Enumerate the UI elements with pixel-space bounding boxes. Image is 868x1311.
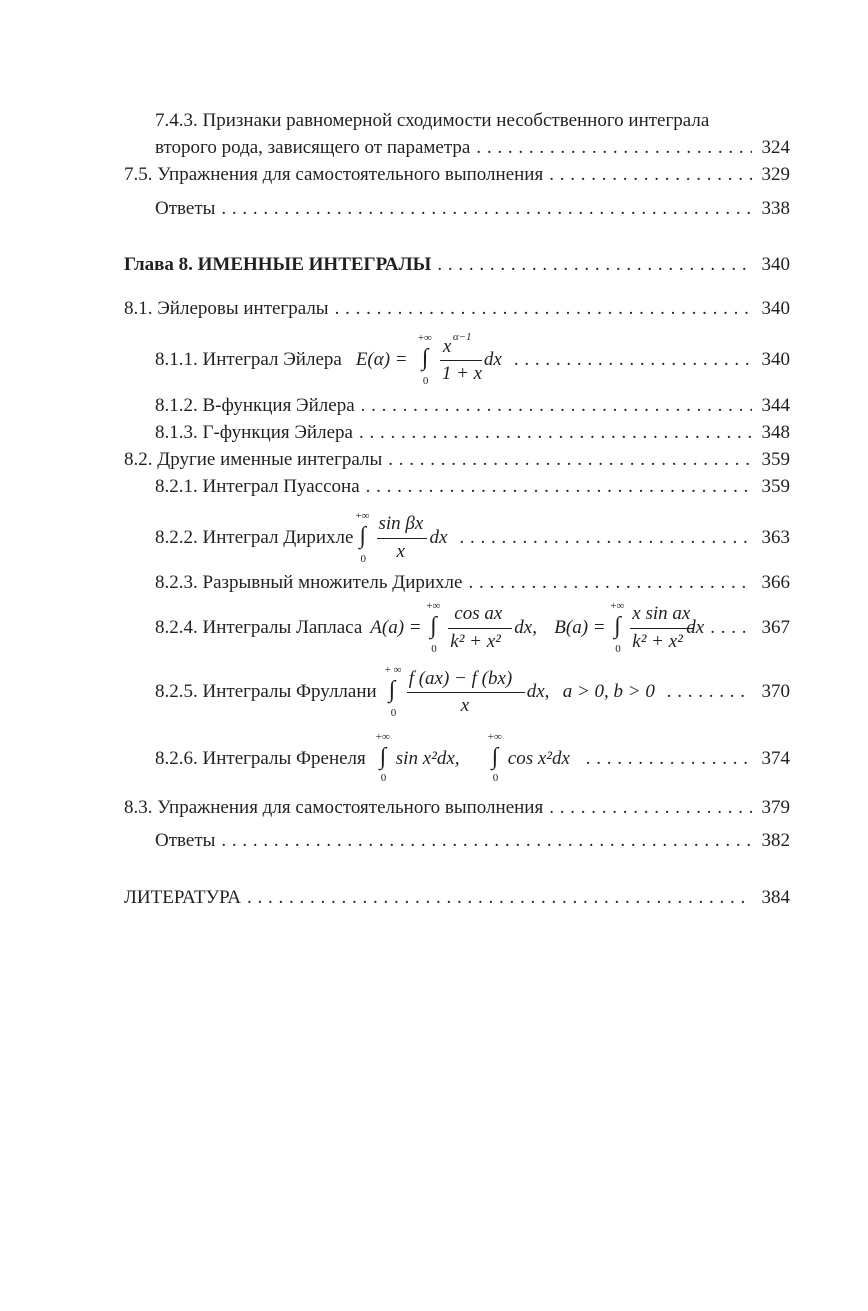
leader-dots (431, 254, 752, 276)
leader-dots (543, 164, 752, 186)
formula-lhs: B(a) = (554, 617, 606, 638)
denominator: x (460, 695, 470, 716)
toc-entry-title: Ответы (155, 198, 216, 219)
toc-entry-title-line2: второго рода, зависящего от параметра (155, 137, 471, 158)
integrand: sin x²dx, (395, 748, 460, 769)
toc-entry-title: 8.2.6. Интегралы Френеля (155, 748, 366, 769)
leader-dots (215, 198, 752, 220)
toc-entry-title: 8.2.3. Разрывный множитель Дирихле (155, 572, 463, 593)
numerator: cos ax (454, 603, 503, 624)
laplace-integral-a-formula (370, 598, 552, 658)
integral-sign: ∫ (359, 523, 367, 549)
leader-dots (580, 748, 752, 770)
toc-entry-8-1[interactable] (0, 298, 868, 320)
integral-sign: ∫ (491, 744, 499, 770)
leader-dots (508, 349, 752, 371)
differential: dx, (514, 617, 537, 638)
upper-limit: +∞ (487, 731, 502, 743)
lower-limit: 0 (360, 553, 366, 565)
toc-entry-8-2-2[interactable] (0, 508, 868, 568)
upper-limit: +∞ (375, 731, 390, 743)
leader-dots (470, 137, 752, 159)
page-number: 348 (761, 422, 790, 443)
page-number: 382 (761, 830, 790, 851)
toc-entry-8-2-1[interactable] (0, 476, 868, 498)
toc-entry-title: 8.2.1. Интеграл Пуассона (155, 476, 360, 497)
toc-entry-answers-8[interactable] (0, 830, 868, 852)
page-number: 379 (761, 797, 790, 818)
page-number: 370 (761, 681, 790, 702)
toc-entry-title: 8.2.2. Интеграл Дирихле (155, 527, 354, 548)
fresnel-cosine-formula (488, 730, 580, 788)
toc-entry-title: ЛИТЕРАТУРА (124, 887, 241, 908)
integrand: cos x²dx (507, 748, 570, 769)
fresnel-sine-formula (376, 730, 476, 788)
leader-dots (462, 572, 752, 594)
laplace-integral-b-formula (554, 598, 704, 658)
leader-dots (329, 298, 752, 320)
denominator: k² + x² (632, 631, 683, 652)
fraction-bar (448, 628, 512, 629)
toc-entry-8-1-3[interactable] (0, 422, 868, 444)
leader-dots (241, 887, 752, 909)
leader-dots (543, 797, 752, 819)
leader-dots (215, 830, 752, 852)
toc-entry-title: 8.2. Другие именные интегралы (124, 449, 383, 470)
page-number: 340 (761, 298, 790, 319)
formula-lhs: E(α) = (355, 349, 408, 370)
numerator-exponent: α−1 (452, 331, 472, 343)
upper-limit: + ∞ (384, 664, 402, 676)
differential: dx, (526, 681, 550, 702)
toc-entry-title: 8.2.5. Интегралы Фруллани (155, 681, 377, 702)
integral-sign: ∫ (614, 613, 621, 639)
integral-sign: ∫ (379, 744, 387, 770)
toc-entry-title: 8.2.4. Интегралы Лапласа (155, 617, 363, 638)
page-number: 367 (761, 617, 790, 638)
denominator: k² + x² (450, 631, 501, 652)
numerator: sin βx (378, 513, 424, 534)
differential: dx (429, 527, 448, 548)
fraction-bar (440, 360, 482, 361)
page-number: 374 (761, 748, 790, 769)
page-number: 324 (761, 137, 790, 158)
toc-entry-title-line1: 7.4.3. Признаки равномерной сходимости несобственного интеграла (155, 110, 710, 131)
toc-entry-title: 8.1.2. В-функция Эйлера (155, 395, 355, 416)
toc-entry-title: Ответы (155, 830, 216, 851)
dirichlet-integral-formula (355, 508, 453, 568)
toc-entry-7-4-3[interactable] (0, 110, 868, 160)
numerator: x (442, 336, 452, 357)
leader-dots (353, 422, 752, 444)
page-number: 359 (761, 476, 790, 497)
fraction-bar (377, 538, 427, 539)
leader-dots (382, 449, 752, 471)
page-number: 344 (761, 395, 790, 416)
toc-entry-title: 7.5. Упражнения для самостоятельного выполнения (124, 164, 544, 185)
toc-entry-8-2-6[interactable] (0, 730, 868, 788)
fraction-bar (407, 692, 525, 693)
lower-limit: 0 (390, 707, 397, 719)
frullani-integral-formula (385, 662, 661, 722)
toc-entry-7-5[interactable] (0, 164, 868, 186)
toc-entry-8-1-1[interactable] (0, 330, 868, 390)
numerator: x sin ax (632, 603, 691, 624)
toc-entry-literature[interactable] (0, 887, 868, 909)
leader-dots (355, 395, 752, 417)
denominator: x (396, 541, 405, 562)
toc-entry-8-3[interactable] (0, 797, 868, 819)
page-number: 363 (761, 527, 790, 548)
integral-sign: ∫ (388, 677, 396, 703)
formula-lhs: A(a) = (370, 617, 422, 638)
toc-entry-answers-7[interactable] (0, 198, 868, 220)
chapter-title: Глава 8. ИМЕННЫЕ ИНТЕГРАЛЫ (124, 254, 432, 275)
toc-entry-title: 8.1.1. Интеграл Эйлера (155, 349, 342, 370)
page-number: 384 (761, 887, 790, 908)
denominator: 1 + x (441, 363, 483, 384)
lower-limit: 0 (380, 772, 387, 784)
differential: dx (483, 349, 502, 370)
page-number: 338 (761, 198, 790, 219)
fraction-bar (630, 628, 694, 629)
page-number: 366 (761, 572, 790, 593)
page-number: 340 (761, 349, 790, 370)
toc-entry-8-2[interactable] (0, 449, 868, 471)
toc-entry-8-2-3[interactable] (0, 572, 868, 594)
integral-sign: ∫ (430, 613, 437, 639)
upper-limit: +∞ (355, 510, 370, 522)
condition: a > 0, b > 0 (562, 681, 655, 702)
leader-dots (704, 617, 752, 639)
integral-sign: ∫ (421, 345, 429, 371)
leader-dots (360, 476, 752, 498)
euler-integral-formula (356, 330, 508, 390)
toc-entry-8-1-2[interactable] (0, 395, 868, 417)
upper-limit: +∞ (610, 600, 625, 612)
leader-dots (453, 527, 752, 549)
lower-limit: 0 (422, 375, 429, 387)
toc-entry-title: 8.1.3. Г-функция Эйлера (155, 422, 353, 443)
lower-limit: 0 (431, 643, 437, 655)
differential: dx (686, 617, 705, 638)
toc-entry-chapter-8[interactable] (0, 254, 868, 276)
numerator: f (ax) − f (bx) (408, 668, 513, 689)
page-number: 329 (761, 164, 790, 185)
lower-limit: 0 (615, 643, 621, 655)
toc-entry-8-2-5[interactable] (0, 662, 868, 722)
page-number: 340 (761, 254, 790, 275)
toc-entry-title: 8.1. Эйлеровы интегралы (124, 298, 329, 319)
leader-dots (661, 681, 752, 703)
page-number: 359 (761, 449, 790, 470)
upper-limit: +∞ (426, 600, 441, 612)
upper-limit: +∞ (417, 332, 432, 344)
toc-entry-8-2-4[interactable] (0, 598, 868, 658)
lower-limit: 0 (492, 772, 499, 784)
toc-entry-title: 8.3. Упражнения для самостоятельного выполнения (124, 797, 544, 818)
